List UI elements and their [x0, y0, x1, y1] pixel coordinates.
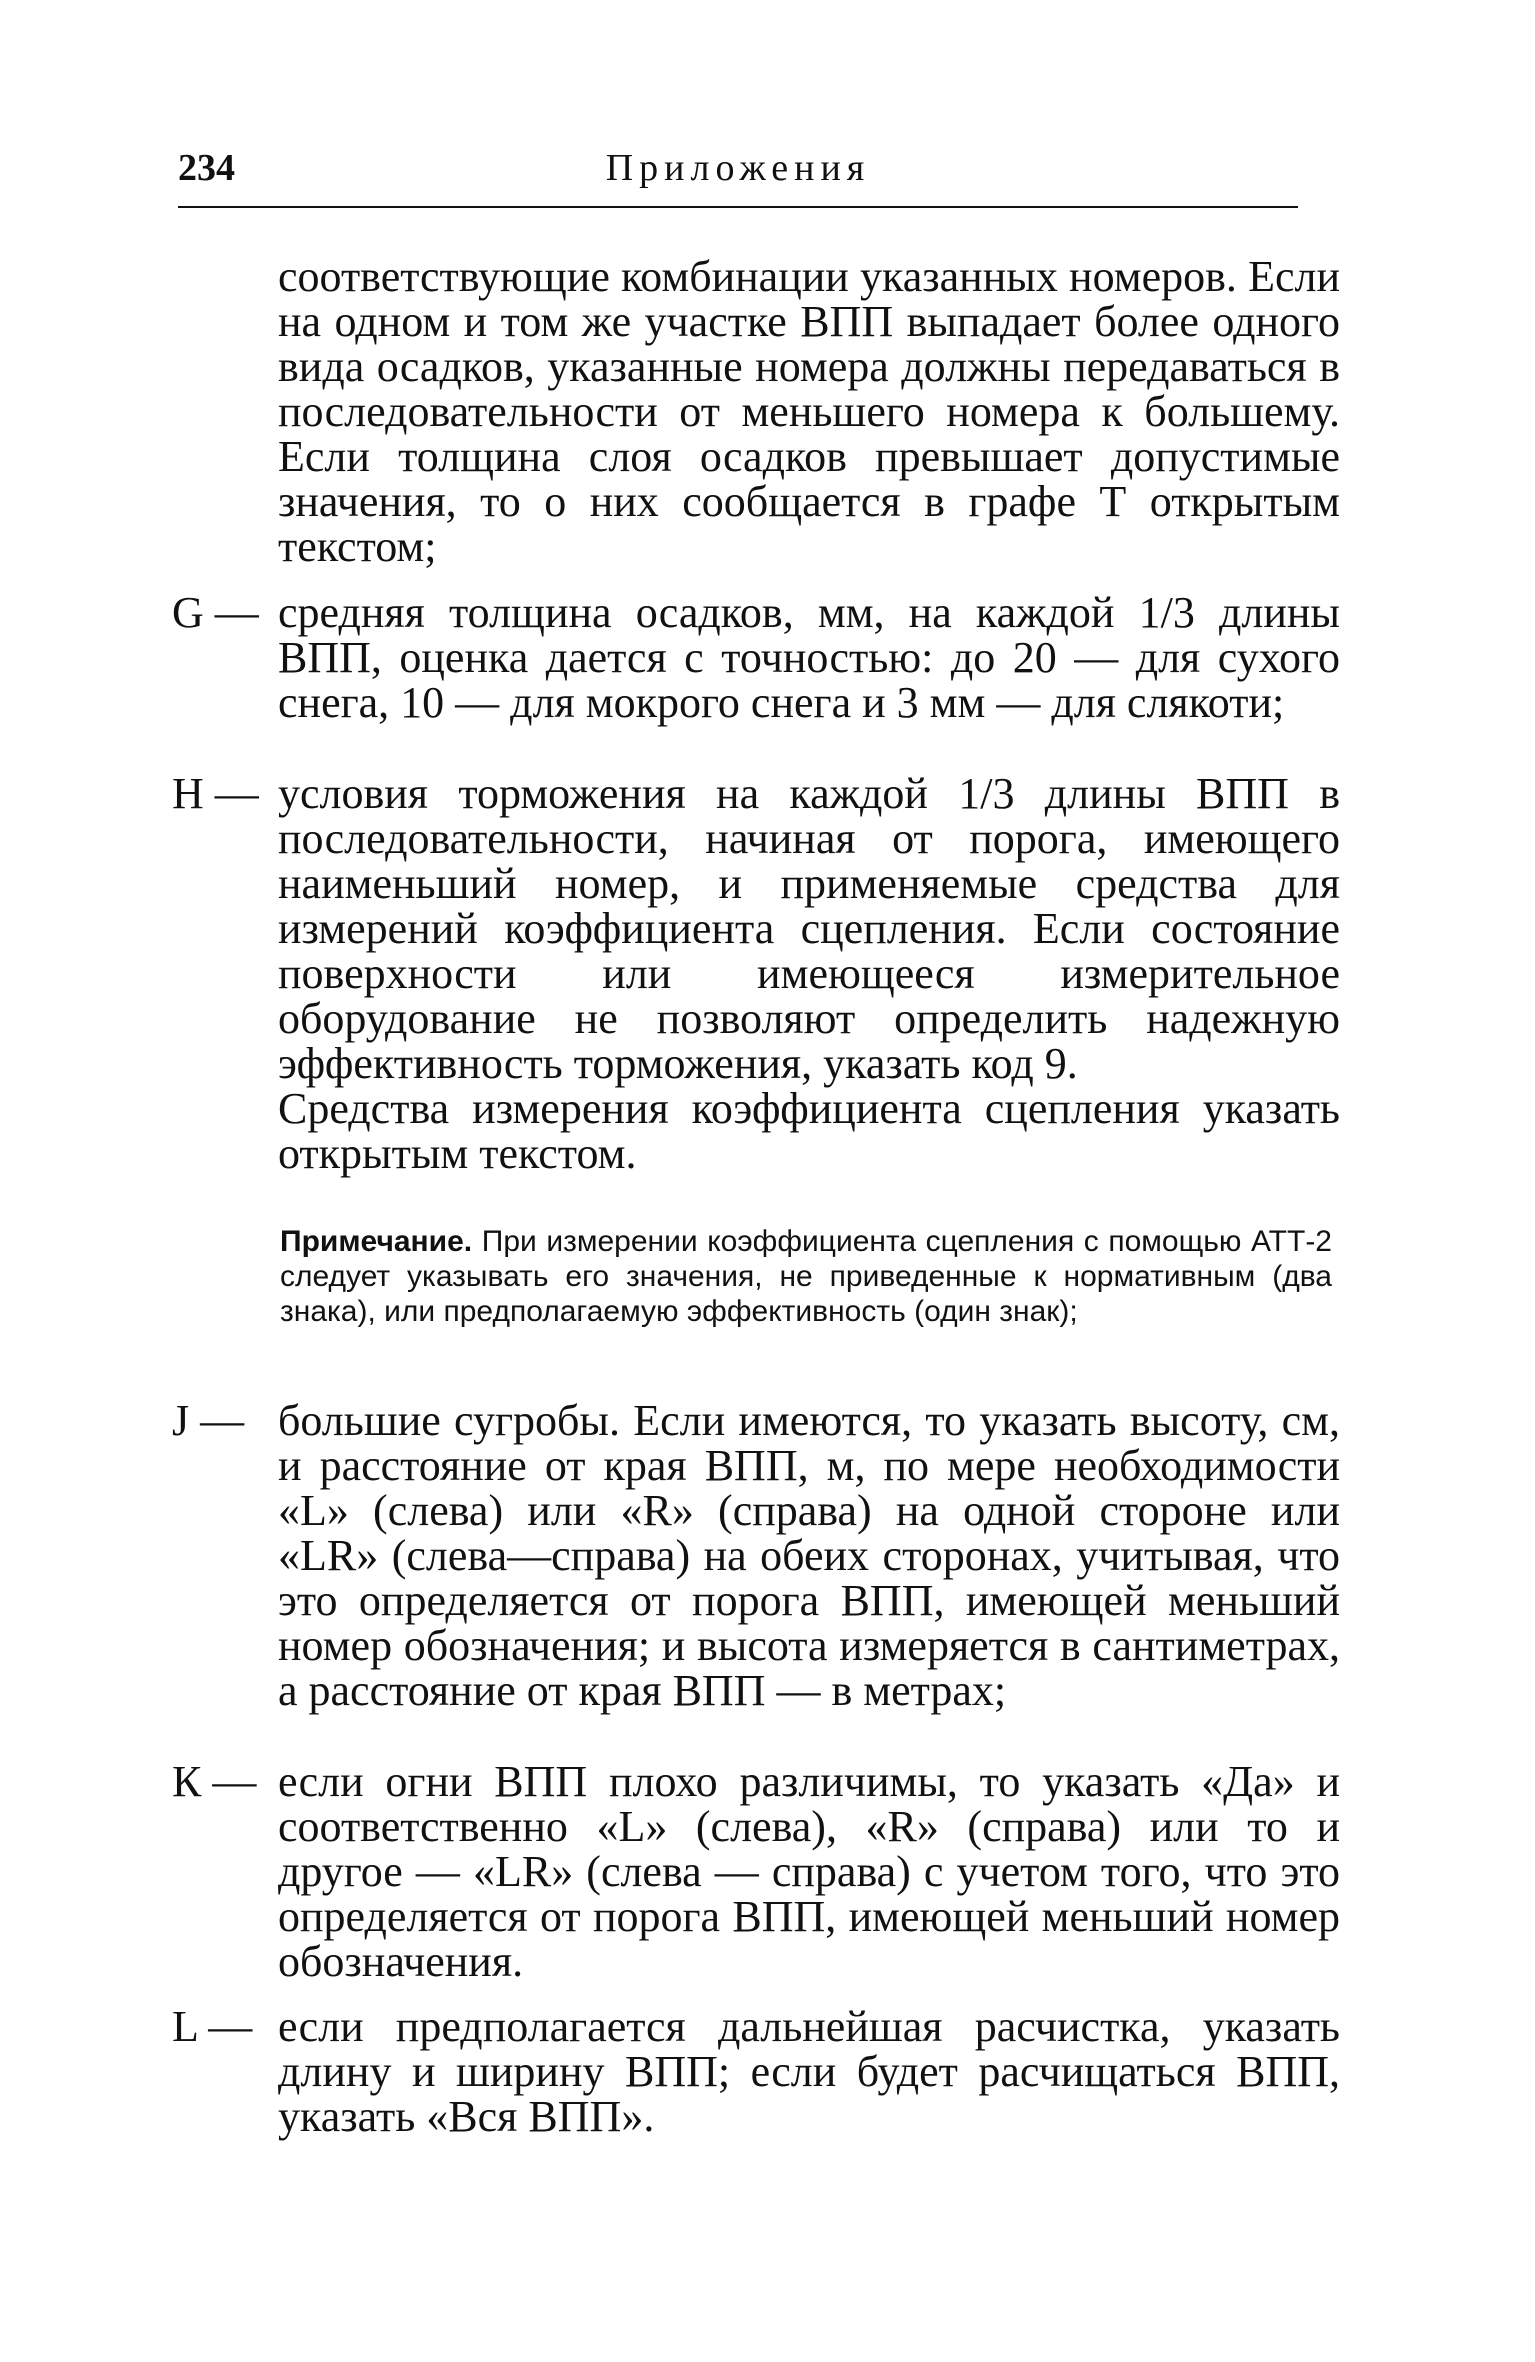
page-header — [178, 140, 1298, 208]
item-key-k: К — — [172, 1757, 257, 1806]
item-key-l: L — — [172, 2002, 253, 2051]
continuation-paragraph: соответствующие комбинации указанных номеров. Если на одном и том же участке ВПП выпадает более одного вида осадков, указанные номера должны передаваться в последовательности от меньшего номера к большему. Если толщина слоя осадков превышает допустимые значения, то о них сообщается в графе Т открытым текстом; — [278, 252, 1340, 571]
note-block — [280, 1224, 1332, 1329]
item-key-h: Н — — [172, 769, 259, 818]
running-title: Приложения — [605, 147, 871, 189]
item-key-j: J — — [172, 1396, 245, 1445]
note-label: Примечание. — [280, 1225, 473, 1258]
item-text-h-second: Средства измерения коэффициента сцепления указать открытым текстом. — [278, 1084, 1340, 1178]
item-text-g: средняя толщина осадков, мм, на каждой 1/3 длины ВПП, оценка дается с точностью: до 20 — для сухого снега, 10 — для мокрого снега и 3 мм — для слякоти; — [278, 588, 1340, 727]
item-key-g: G — — [172, 588, 259, 637]
note-text: При измерении коэффициента сцепления с помощью АТТ-2 следует указывать его значения, не приведенные к нормативным (два знака), или предполагаемую эффективность (один знак); — [280, 1225, 1332, 1328]
item-text-h: условия торможения на каждой 1/3 длины ВПП в последовательности, начиная от порога, имеющего наименьший номер, и применяемые средства для измерений коэффициента сцепления. Если состояние поверхности или имеющееся измерительное оборудование не позволяют определить надежную эффективность торможения, указать код 9. — [278, 769, 1340, 1088]
page-number: 234 — [178, 147, 235, 189]
item-body-h — [278, 771, 1340, 1176]
item-text-l: если предполагается дальнейшая расчистка, указать длину и ширину ВПП; если будет расчищаться ВПП, указать «Вся ВПП». — [278, 2002, 1340, 2141]
item-text-j: большие сугробы. Если имеются, то указать высоту, см, и расстояние от края ВПП, м, по мере необходимости «L» (слева) или «R» (справа) на одной стороне или «LR» (слева—справа) на обеих сторонах, учитывая, что это определяется от порога ВПП, имеющей меньший номер обозначения; и высота измеряется в сантиметрах, а расстояние от края ВПП — в метрах; — [278, 1396, 1340, 1715]
item-text-k: если огни ВПП плохо различимы, то указать «Да» и соответственно «L» (слева), «R» (справа) или то и другое — «LR» (слева — справа) с учетом того, что это определяется от порога ВПП, имеющей меньший номер обозначения. — [278, 1757, 1340, 1986]
